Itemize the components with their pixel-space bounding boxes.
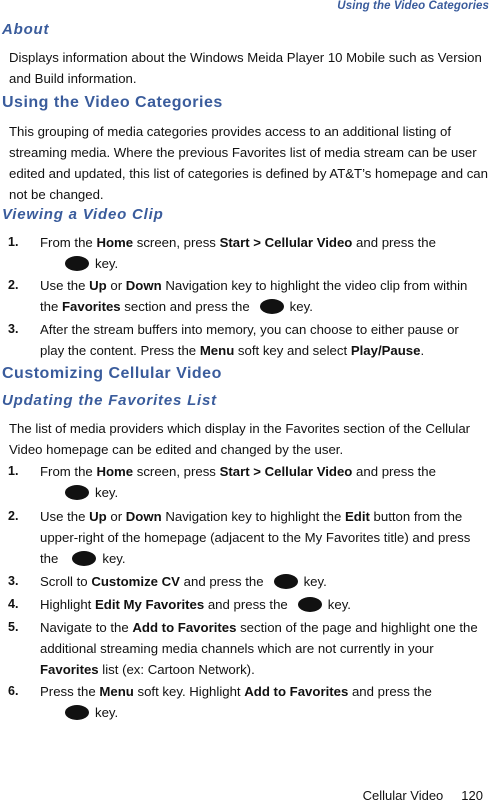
select-key-icon	[72, 551, 96, 566]
updating-step-3: 3. Scroll to Customize CV and press the key.	[40, 571, 492, 592]
step-number: 2.	[8, 278, 19, 292]
heading-using-video-categories: Using the Video Categories	[2, 94, 223, 111]
viewing-step-3: 3. After the stream buffers into memory, you can choose to either pause or play the content. Press the Menu soft key and select Play/Pause.	[40, 319, 492, 361]
step-number: 3.	[8, 322, 19, 336]
heading-customizing-cellular-video: Customizing Cellular Video	[2, 365, 222, 382]
step-number: 6.	[8, 684, 19, 698]
using-paragraph: This grouping of media categories provides access to an additional listing of streaming media. Where the previous Favorites list of media stream can be user edited and updated, this list of categories is defined by AT&T’s homepage and can not be changed.	[9, 124, 488, 202]
step-number: 4.	[8, 597, 19, 611]
footer-section-title: Cellular Video	[362, 788, 444, 803]
select-key-icon	[274, 574, 298, 589]
page-footer	[363, 788, 483, 803]
heading-viewing-video-clip: Viewing a Video Clip	[2, 206, 164, 223]
updating-step-1: 1. From the Home screen, press Start > Cellular Video and press the key.	[40, 461, 492, 503]
heading-about: About	[2, 21, 50, 38]
step-number: 5.	[8, 620, 19, 634]
about-paragraph: Displays information about the Windows Meida Player 10 Mobile such as Version and Build information.	[9, 50, 482, 86]
step-number: 1.	[8, 464, 19, 478]
updating-step-2: 2. Use the Up or Down Navigation key to highlight the Edit button from the upper-right of the homepage (adjacent to the My Favorites title) and press the key.	[40, 506, 492, 569]
running-head: Using the Video Categories	[337, 0, 489, 12]
updating-step-5: 5. Navigate to the Add to Favorites section of the page and highlight one the additional streaming media channels which are not currently in your Favorites list (ex: Cartoon Network).	[40, 617, 492, 680]
updating-step-6: 6. Press the Menu soft key. Highlight Add to Favorites and press the key.	[40, 681, 492, 723]
page-number: 120	[461, 788, 483, 803]
updating-paragraph: The list of media providers which display in the Favorites section of the Cellular Video homepage can be edited and changed by the user.	[9, 421, 471, 457]
step-number: 2.	[8, 509, 19, 523]
select-key-icon	[298, 597, 322, 612]
viewing-step-2: 2. Use the Up or Down Navigation key to highlight the video clip from within the Favorites section and press the key.	[40, 275, 492, 317]
step-number: 3.	[8, 574, 19, 588]
select-key-icon	[65, 705, 89, 720]
select-key-icon	[65, 485, 89, 500]
select-key-icon	[65, 256, 89, 271]
step-number: 1.	[8, 235, 19, 249]
viewing-step-1: 1. From the Home screen, press Start > Cellular Video and press the key.	[40, 232, 492, 274]
heading-updating-favorites: Updating the Favorites List	[2, 392, 217, 409]
updating-step-4: 4. Highlight Edit My Favorites and press the key.	[40, 594, 492, 615]
select-key-icon	[260, 299, 284, 314]
